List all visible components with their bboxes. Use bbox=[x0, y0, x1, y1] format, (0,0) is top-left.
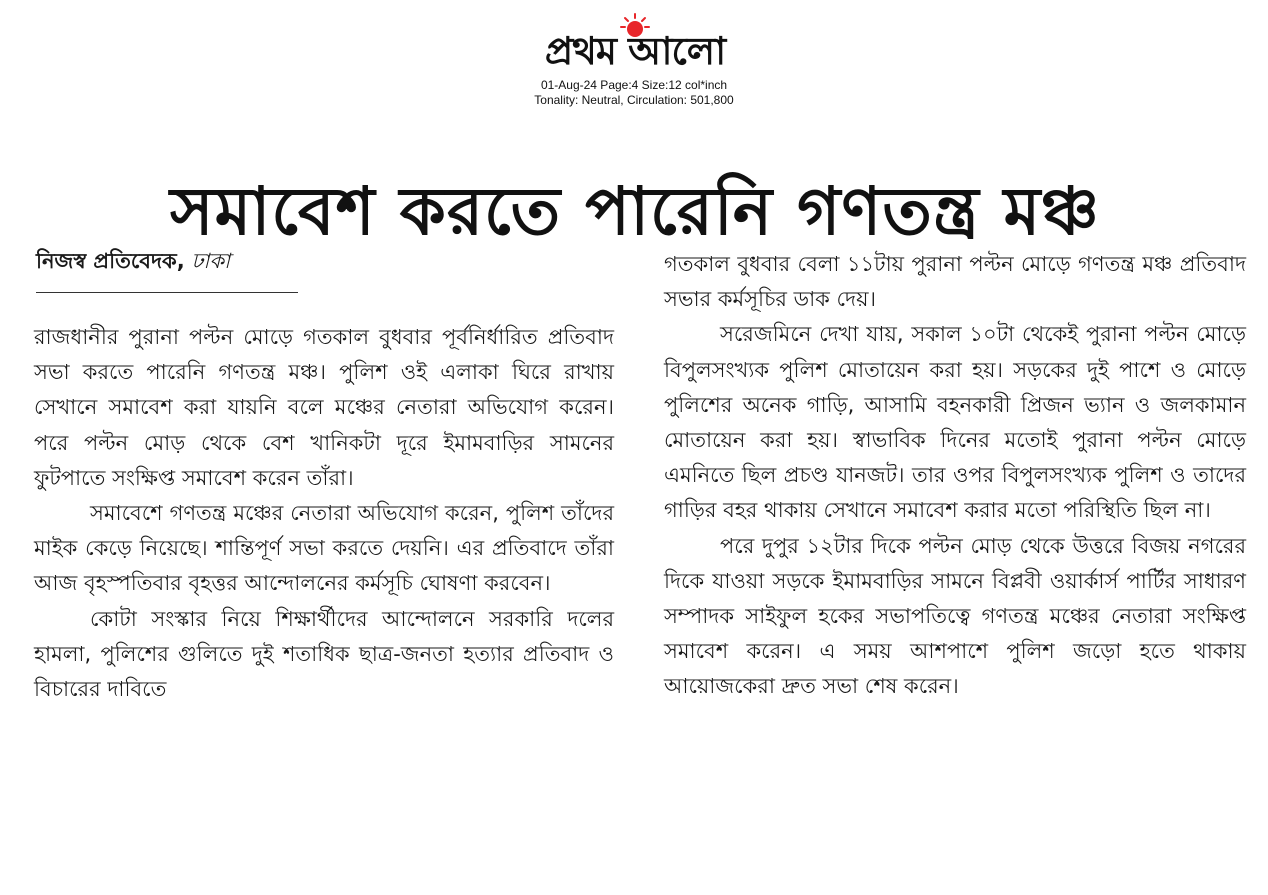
paragraph: রাজধানীর পুরানা পল্টন মোড়ে গতকাল বুধবার পূর্বনির্ধারিত প্রতিবাদ সভা করতে পারেনি গণতন্ত্র মঞ্চ। পুলিশ ওই এলাকা ঘিরে রাখায় সেখানে সমাবেশ করা যায়নি বলে মঞ্চের নেতারা অভিযোগ করেন। পরে পল্টন মোড় থেকে বেশ খানিকটা দূরে ইমামবাড়ির সামনের ফুটপাতে সংক্ষিপ্ত সমাবেশ করেন তাঁরা। bbox=[34, 325, 614, 490]
paragraph: সরেজমিনে দেখা যায়, সকাল ১০টা থেকেই পুরানা পল্টন মোড়ে বিপুলসংখ্যক পুলিশ মোতায়েন করা হয়। সড়কের দুই পাশে ও মোড়ে পুলিশের অনেক গাড়ি, আসামি বহনকারী প্রিজন ভ্যান ও জলকামান মোতায়েন করা হয়। স্বাভাবিক দিনের মতোই পুরানা পল্টন মোড়ে এমনিতে ছিল প্রচণ্ড যানজট। তার ওপর বিপুলসংখ্যক পুলিশ ও তাদের গাড়ির বহর থাকায় সেখানে সমাবেশ করার মতো পরিস্থিতি ছিল না। bbox=[664, 322, 1246, 523]
paragraph: গতকাল বুধবার বেলা ১১টায় পুরানা পল্টন মোড়ে গণতন্ত্র মঞ্চ প্রতিবাদ সভার কর্মসূচির ডাক দেয়। bbox=[664, 252, 1246, 312]
logo-text: প্রথম আলো bbox=[544, 29, 726, 73]
byline bbox=[36, 245, 230, 277]
article-headline: সমাবেশ করতে পারেনি গণতন্ত্র মঞ্চ bbox=[169, 173, 1100, 251]
byline-place: ঢাকা bbox=[191, 249, 231, 273]
article-column-right bbox=[664, 247, 1246, 705]
paragraph: কোটা সংস্কার নিয়ে শিক্ষার্থীদের আন্দোলনে সরকারি দলের হামলা, পুলিশের গুলিতে দুই শতাধিক ছাত্র-জনতা হত্যার প্রতিবাদ ও বিচারের দাবিতে bbox=[34, 606, 614, 702]
clipping-meta-date-page: 01-Aug-24 Page:4 Size:12 col*inch bbox=[540, 78, 728, 92]
paragraph: সমাবেশে গণতন্ত্র মঞ্চের নেতারা অভিযোগ করেন, পুলিশ তাঁদের মাইক কেড়ে নিয়েছে। শান্তিপূর্ণ সভা করতে দেয়নি। এর প্রতিবাদে তাঁরা আজ বৃহস্পতিবার বৃহত্তর আন্দোলনের কর্মসূচি ঘোষণা করবেন। bbox=[34, 501, 614, 596]
prothom-alo-logo bbox=[500, 8, 770, 73]
byline-name: নিজস্ব প্রতিবেদক, bbox=[36, 249, 185, 273]
masthead bbox=[0, 0, 1268, 110]
article-column-left bbox=[34, 320, 614, 707]
clipping-meta-tonality: Tonality: Neutral, Circulation: 501,800 bbox=[534, 93, 734, 107]
byline-divider bbox=[36, 292, 298, 293]
paragraph: পরে দুপুর ১২টার দিকে পল্টন মোড় থেকে উত্তরে বিজয় নগরের দিকে যাওয়া সড়কে ইমামবাড়ির সামনে বিপ্লবী ওয়ার্কার্স পার্টির সাধারণ সম্পাদক সাইফুল হকের সভাপতিত্বে গণতন্ত্র মঞ্চের নেতারা সংক্ষিপ্ত সমাবেশ করেন। এ সময় আশপাশে পুলিশ জড়ো হতে থাকায় আয়োজকেরা দ্রুত সভা শেষ করেন। bbox=[664, 533, 1246, 699]
